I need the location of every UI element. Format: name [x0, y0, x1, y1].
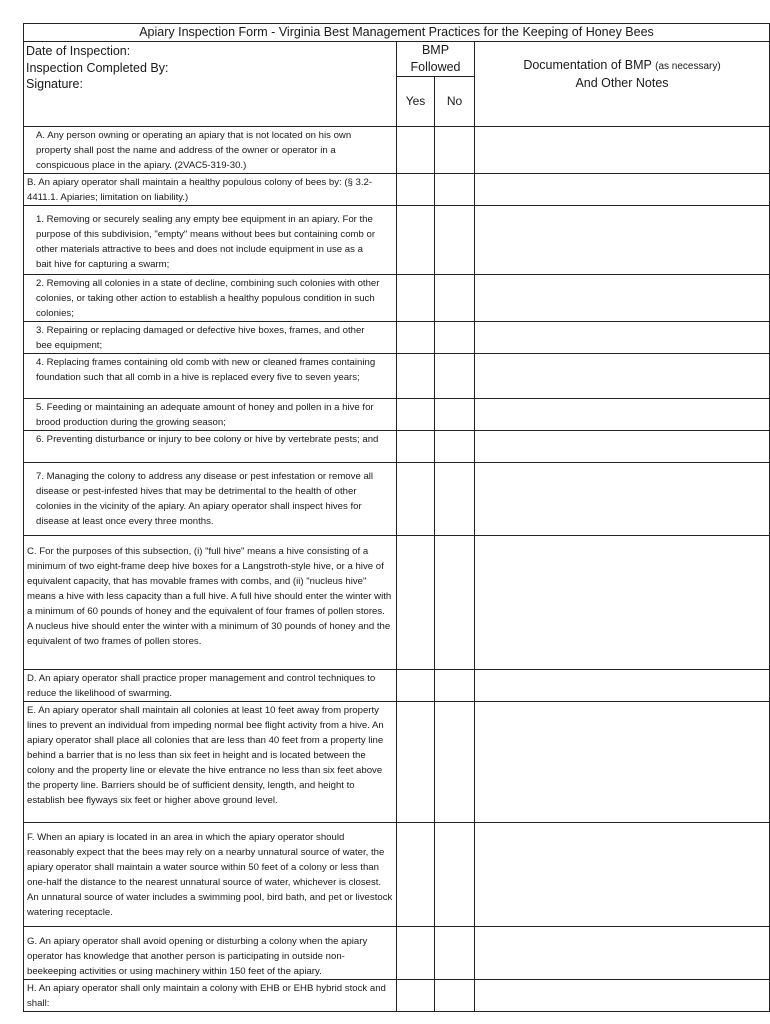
item-d: D. An apiary operator shall practice proper management and control techniques to reduce the likelihood of swarming.	[24, 670, 397, 702]
other-notes-label: And Other Notes	[575, 76, 669, 90]
item-b3-notes-cell[interactable]	[475, 322, 770, 354]
item-h-yes-cell[interactable]	[397, 980, 435, 1012]
item-b4: 4. Replacing frames containing old comb with new or cleaned frames containing foundation such that all comb in a hive is replaced every five to seven years;	[24, 354, 397, 399]
item-b7: 7. Managing the colony to address any disease or pest infestation or remove all disease or pest-infested hives that may be detrimental to the health of other colonies in the vicinity of the apiary. An apiary operator shall inspect hives for disease at least once every three months.	[24, 463, 397, 536]
item-b5-no-cell[interactable]	[435, 399, 475, 431]
date-of-inspection-label: Date of Inspection:	[26, 44, 131, 58]
item-b2-no-cell[interactable]	[435, 275, 475, 322]
item-b4-no-cell[interactable]	[435, 354, 475, 399]
item-b3-no-cell[interactable]	[435, 322, 475, 354]
item-b6-notes-cell[interactable]	[475, 431, 770, 463]
inspection-completed-by-label: Inspection Completed By:	[26, 60, 169, 75]
item-b3: 3. Repairing or replacing damaged or defective hive boxes, frames, and other bee equipment;	[24, 322, 397, 354]
inspection-form	[23, 23, 769, 1012]
form-title: Apiary Inspection Form - Virginia Best Management Practices for the Keeping of Honey Bees	[24, 24, 770, 42]
item-a-no-cell[interactable]	[435, 127, 475, 174]
item-d-notes-cell[interactable]	[475, 670, 770, 702]
item-g-no-cell[interactable]	[435, 927, 475, 980]
item-b5: 5. Feeding or maintaining an adequate amount of honey and pollen in a hive for brood production during the growing season;	[24, 399, 397, 431]
item-h-notes-cell[interactable]	[475, 980, 770, 1012]
item-b-no-cell[interactable]	[435, 174, 475, 206]
item-b5-yes-cell[interactable]	[397, 399, 435, 431]
item-h-no-cell[interactable]	[435, 980, 475, 1012]
item-f-yes-cell[interactable]	[397, 823, 435, 927]
item-f: F. When an apiary is located in an area in which the apiary operator should reasonably expect that the bees may rely on a nearby unnatural source of water, the apiary operator shall maintain a water source within 50 feet of a colony or less than one-half the distance to the nearest unnatural source of water, whichever is closest. An unnatural source of water includes a swimming pool, bird bath, and pet or livestock watering receptacle.	[24, 823, 397, 927]
item-b2-yes-cell[interactable]	[397, 275, 435, 322]
item-c-yes-cell[interactable]	[397, 536, 435, 670]
header-fields	[24, 42, 397, 127]
inspection-table	[23, 23, 770, 1012]
item-b1-yes-cell[interactable]	[397, 206, 435, 275]
item-g: G. An apiary operator shall avoid opening or disturbing a colony when the apiary operator has knowledge that another person is participating in outside non-beekeeping activities or using machinery within 150 feet of the apiary.	[24, 927, 397, 980]
item-b7-yes-cell[interactable]	[397, 463, 435, 536]
item-b2: 2. Removing all colonies in a state of decline, combining such colonies with other colonies, or taking other action to establish a healthy populous condition in such colonies;	[24, 275, 397, 322]
item-a: A. Any person owning or operating an apiary that is not located on his own property shall post the name and address of the owner or operator in a conspicuous place in the apiary. (2VAC5-319-30.)	[24, 127, 397, 174]
item-e-notes-cell[interactable]	[475, 702, 770, 823]
item-h: H. An apiary operator shall only maintain a colony with EHB or EHB hybrid stock and shall:	[24, 980, 397, 1012]
item-g-yes-cell[interactable]	[397, 927, 435, 980]
item-b5-notes-cell[interactable]	[475, 399, 770, 431]
item-b6: 6. Preventing disturbance or injury to bee colony or hive by vertebrate pests; and	[24, 431, 397, 463]
item-a-notes-cell[interactable]	[475, 127, 770, 174]
documentation-note: (as necessary)	[655, 61, 721, 72]
item-b6-yes-cell[interactable]	[397, 431, 435, 463]
item-g-notes-cell[interactable]	[475, 927, 770, 980]
bmp-followed-header: BMP Followed	[397, 42, 475, 77]
item-b1-notes-cell[interactable]	[475, 206, 770, 275]
item-d-yes-cell[interactable]	[397, 670, 435, 702]
item-c-notes-cell[interactable]	[475, 536, 770, 670]
item-d-no-cell[interactable]	[435, 670, 475, 702]
item-e: E. An apiary operator shall maintain all colonies at least 10 feet away from property lines to prevent an individual from impeding normal bee flight activity from a hive. An apiary operator shall place all colonies that are less than 40 feet from a property line behind a barrier that is no less than six feet in height and is located between the colony and the property line or elevate the hive entrance no less than six feet above the property line. Barriers should be of sufficient density, length, and height to establish bee flyways six feet or higher above ground level.	[24, 702, 397, 823]
item-b7-notes-cell[interactable]	[475, 463, 770, 536]
item-b4-notes-cell[interactable]	[475, 354, 770, 399]
item-f-notes-cell[interactable]	[475, 823, 770, 927]
documentation-header	[475, 42, 770, 127]
item-b-notes-cell[interactable]	[475, 174, 770, 206]
item-b2-notes-cell[interactable]	[475, 275, 770, 322]
item-b1-no-cell[interactable]	[435, 206, 475, 275]
documentation-label: Documentation of BMP	[523, 58, 652, 72]
item-a-yes-cell[interactable]	[397, 127, 435, 174]
item-f-no-cell[interactable]	[435, 823, 475, 927]
item-c: C. For the purposes of this subsection, (i) "full hive" means a hive consisting of a minimum of two eight-frame deep hive boxes for a Langstroth-style hive, or a hive of equivalent capacity, that has movable frames with combs, and (ii) "nucleus hive" means a hive with less capacity than a full hive. A full hive should enter the winter with a minimum of 60 pounds of honey and the equivalent of four frames of pollen stores. A nucleus hive should enter the winter with a minimum of 30 pounds of honey and the equivalent of two frames of pollen stores.	[24, 536, 397, 670]
item-e-yes-cell[interactable]	[397, 702, 435, 823]
item-b4-yes-cell[interactable]	[397, 354, 435, 399]
item-b: B. An apiary operator shall maintain a healthy populous colony of bees by: (§ 3.2-4411.1. Apiaries; limitation on liability.)	[24, 174, 397, 206]
item-b6-no-cell[interactable]	[435, 431, 475, 463]
signature-label: Signature:	[26, 77, 83, 91]
item-b3-yes-cell[interactable]	[397, 322, 435, 354]
item-b-yes-cell[interactable]	[397, 174, 435, 206]
item-c-no-cell[interactable]	[435, 536, 475, 670]
yes-header: Yes	[397, 77, 435, 127]
item-e-no-cell[interactable]	[435, 702, 475, 823]
item-b1: 1. Removing or securely sealing any empty bee equipment in an apiary. For the purpose of this subdivision, "empty" means without bees but containing comb or other materials attractive to bees and does not include equipment in use as a bait hive for capturing a swarm;	[24, 206, 397, 275]
no-header: No	[435, 77, 475, 127]
item-b7-no-cell[interactable]	[435, 463, 475, 536]
